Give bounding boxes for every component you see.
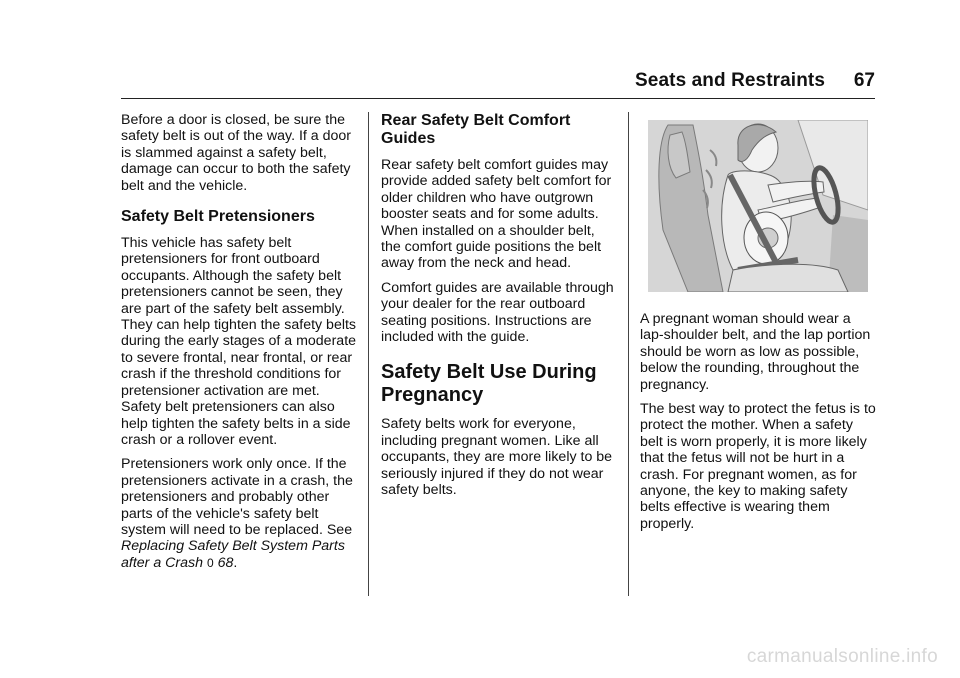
cross-reference-page[interactable]: 68: [217, 554, 234, 571]
header-rule: [121, 98, 875, 99]
pregnant-belt-paragraph: A pregnant woman should wear a lap-shoulder belt, and the lap portion should be worn as low as possible, below the rounding, throughout the pregnancy.: [640, 311, 871, 393]
pretensioners-paragraph: This vehicle has safety belt pretensioners for front outboard occupants. Although the safety belt pretensioners cannot be seen, they are part of the safety belt assembly. They can help tighten the safety belts during the early stages of a moderate to severe frontal, near frontal, or rear crash if the threshold conditions for pretensioner activation are met. Safety belt pretensioners can also help tighten the safety belts in a side crash or a rollover event.: [121, 235, 357, 448]
comfort-guides-availability-paragraph: Comfort guides are available through your dealer for the rear outboard seating positions. Instructions are included with the guide.: [381, 279, 614, 346]
column-right: [640, 311, 878, 540]
column-left: [121, 112, 357, 579]
page-header: [121, 70, 875, 98]
protect-fetus-paragraph: The best way to protect the fetus is to protect the mother. When a safety belt is worn properly, it is more likely that the fetus will not be hurt in a crash. For pregnant women, as for anyone, the key to making safety belts effective is wearing them properly.: [640, 401, 876, 532]
column-divider-2: [628, 112, 629, 596]
pretensioners-once-paragraph: [121, 456, 357, 571]
door-paragraph: Before a door is closed, be sure the safety belt is out of the way. If a door is slammed against a safety belt, damage can occur to both the safety belt and the vehicle.: [121, 112, 352, 194]
pretensioners-heading: Safety Belt Pretensioners: [121, 208, 315, 226]
page-number: 67: [853, 70, 875, 91]
section-title: Seats and Restraints: [635, 70, 825, 91]
column-divider-1: [368, 112, 369, 596]
comfort-guides-heading: Rear Safety Belt Comfort Guides: [381, 112, 571, 147]
watermark: carmanualsonline.info: [746, 646, 938, 667]
see-suffix: .: [233, 554, 238, 571]
page-reference-icon: 0: [206, 555, 214, 570]
pregnant-woman-illustration: [648, 120, 868, 292]
see-prefix: See: [326, 521, 353, 538]
pregnancy-section-heading: Safety Belt Use During Pregnancy: [381, 361, 597, 407]
pregnancy-intro-paragraph: Safety belts work for everyone, including pregnant women. Like all occupants, they are more likely to be seriously injured if they do not wear safety belts.: [381, 416, 613, 499]
pretensioners-once-text: Pretensioners work only once. If the pretensioners activate in a crash, the pretensioners and probably other parts of the vehicle's safety belt system will need to be replaced.: [121, 456, 353, 538]
column-middle: [381, 112, 617, 507]
comfort-guides-paragraph: Rear safety belt comfort guides may provide added safety belt comfort for older children who have outgrown booster seats and for some adults. When installed on a shoulder belt, the comfort guide positions the belt away from the neck and head.: [381, 157, 612, 272]
cross-reference-link[interactable]: Replacing Safety Belt System Parts after a Crash: [121, 538, 345, 571]
